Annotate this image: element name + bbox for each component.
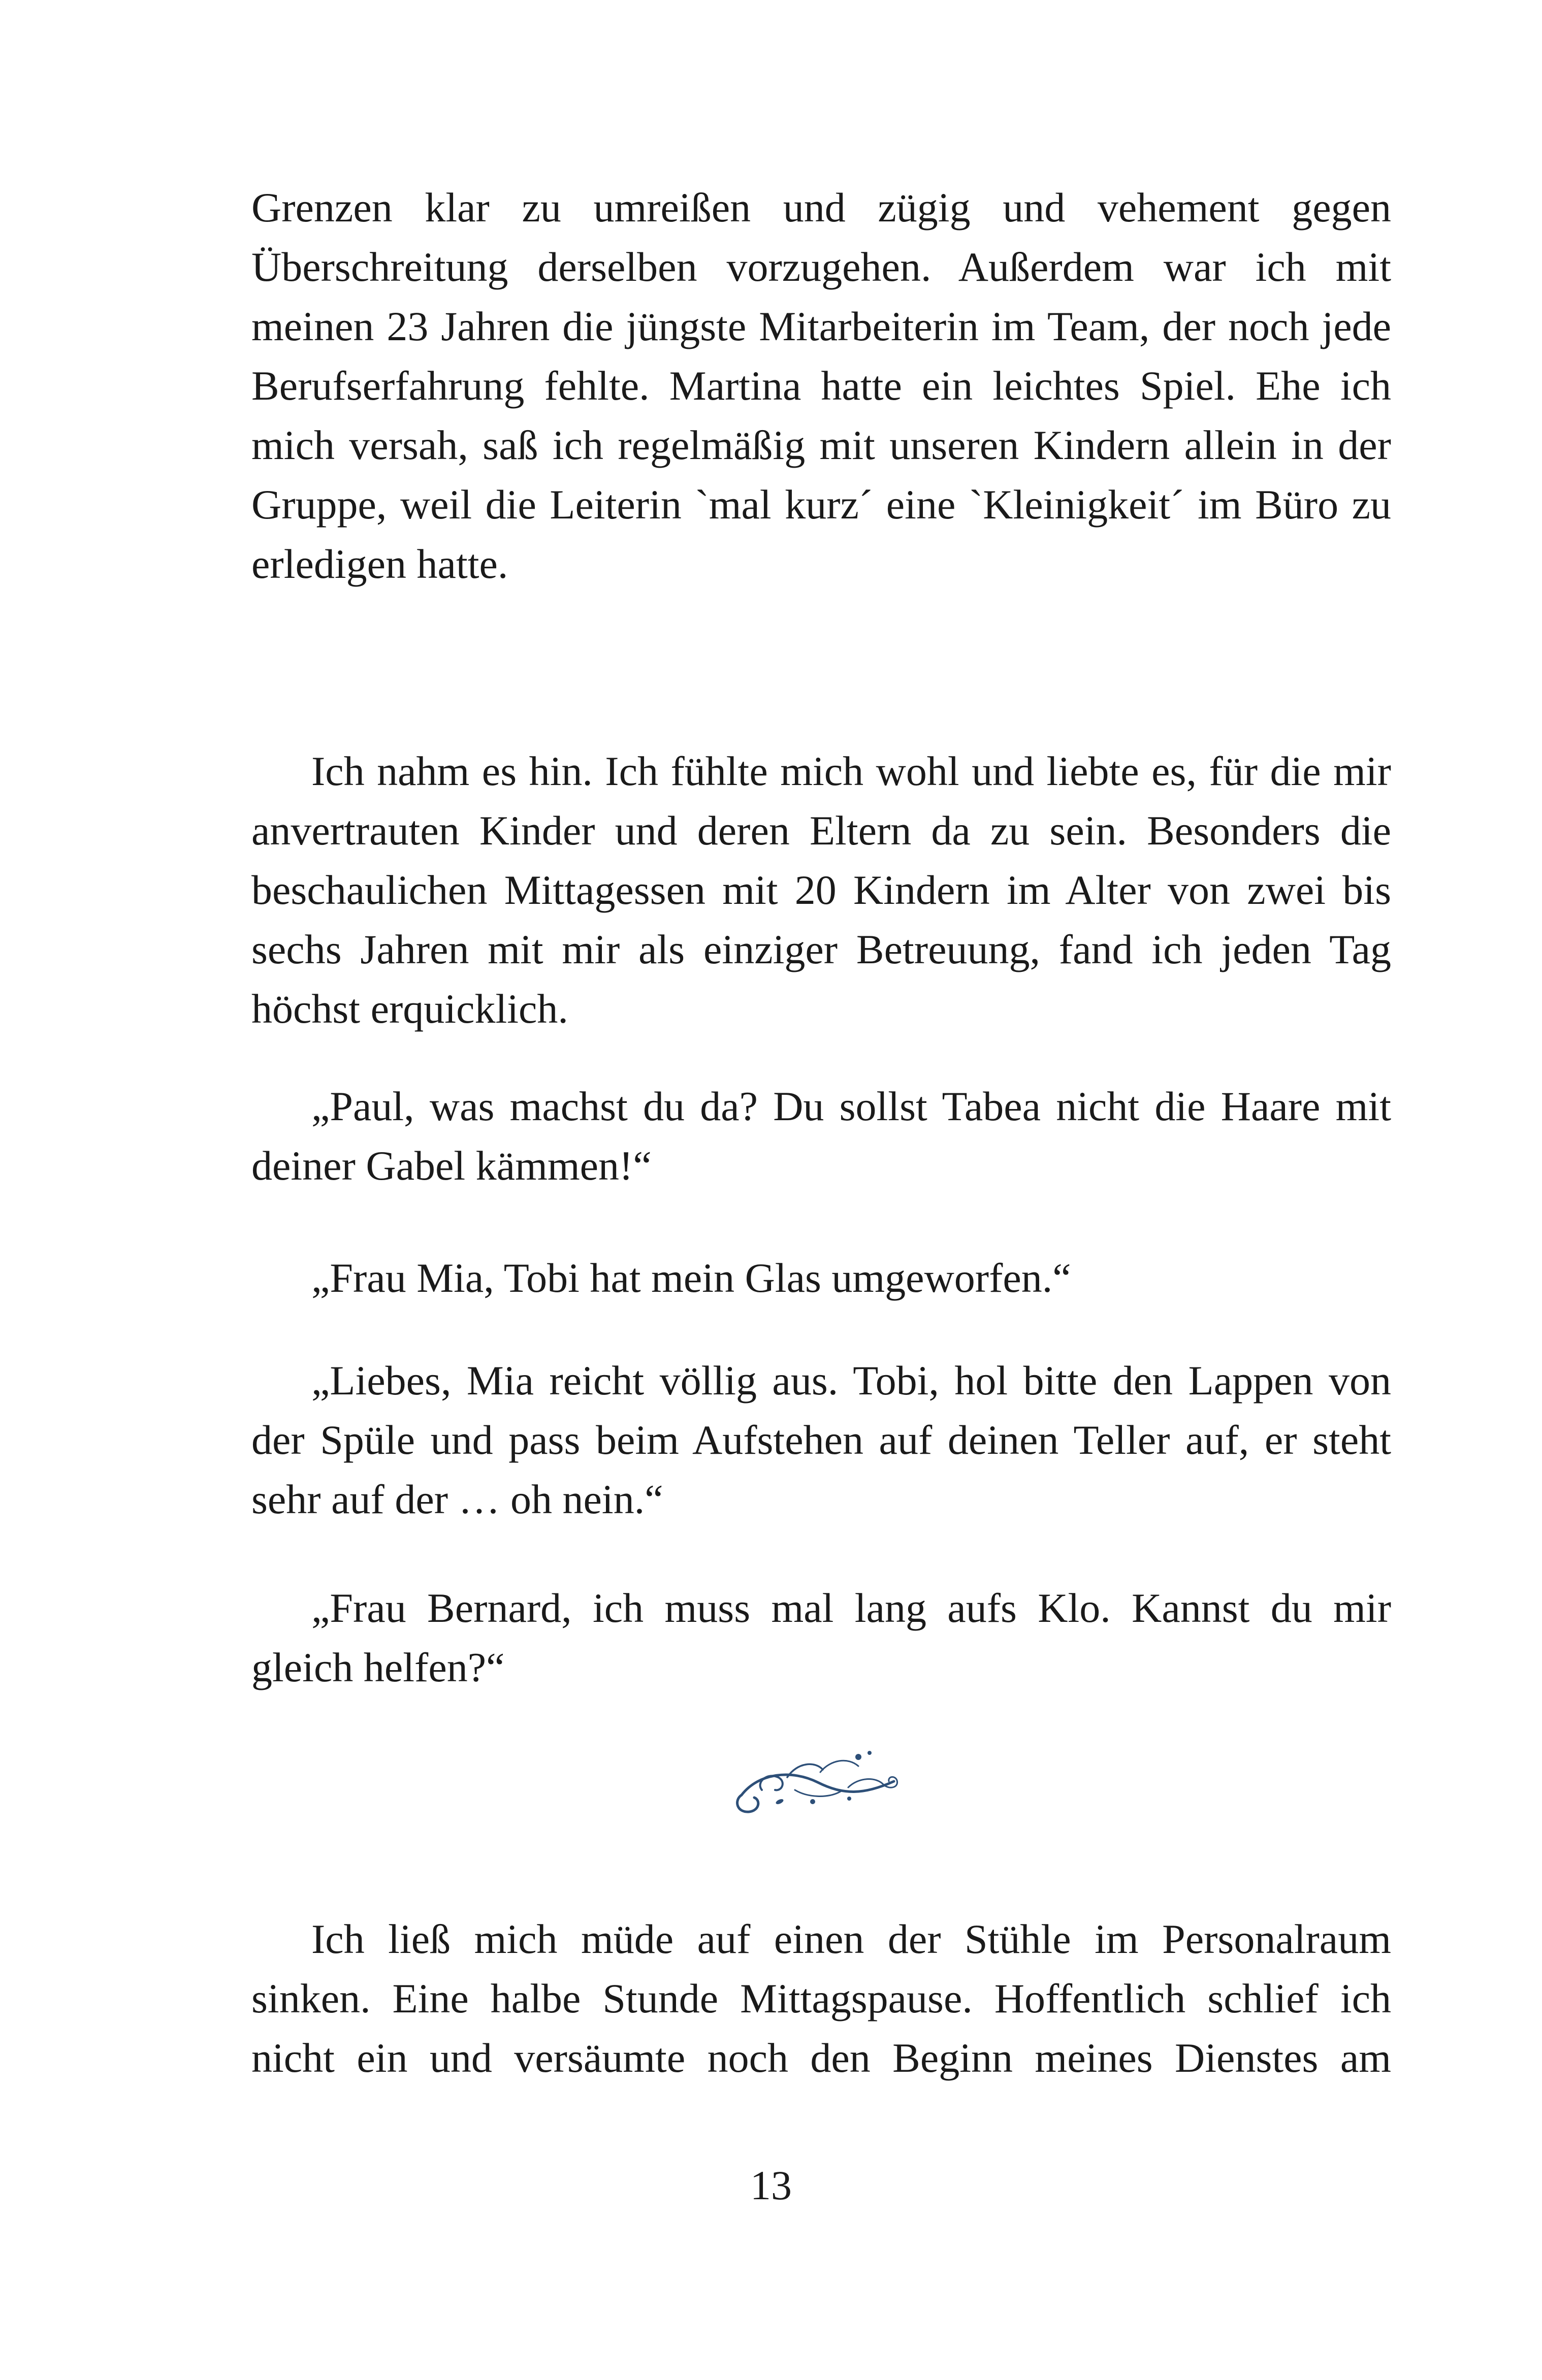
flourish-ornament-icon — [731, 1742, 904, 1818]
paragraph-ich-nahm-es-hin: Ich nahm es hin. Ich fühlte mich wohl und liebte es, für die mir anvertrauten Kinder und deren Eltern da zu sein. Besonders die beschaulichen Mittagessen mit 20 Kindern im Alter von zwei bis sechs Jahren mit mir als einziger Betreuung, fand ich jeden Tag höchst erquicklich. — [251, 748, 1391, 1032]
paragraph-continuation: Grenzen klar zu umreißen und zügig und vehement gegen Überschreitung derselben vorzugehen. Außerdem war ich mit meinen 23 Jahren die jüngste Mitarbeiterin im Team, der noch jede Berufserfahrung fehlte. Martina hatte ein leichtes Spiel. Ehe ich mich versah, saß ich regelmäßig mit unseren Kindern allein in der Gruppe, weil die Leiterin `mal kurz´ eine `Kleinigkeit´ im Büro zu erledigen hatte. — [251, 184, 1391, 587]
dialogue-frau-bernard: „Frau Bernard, ich muss mal lang aufs Klo. Kannst du mir gleich helfen?“ — [251, 1585, 1391, 1690]
paragraph-mittagspause: Ich ließ mich müde auf einen der Stühle im Personalraum sinken. Eine halbe Stunde Mittagspause. Hoffentlich schlief ich nicht ein und versäumte noch den Beginn meines Dienstes am — [251, 1916, 1391, 2081]
dialogue-liebes-mia: „Liebes, Mia reicht völlig aus. Tobi, hol bitte den Lappen von der Spüle und pass beim Aufstehen auf deinen Teller auf, er steht sehr auf der … oh nein.“ — [251, 1357, 1391, 1522]
dialogue-frau-mia: „Frau Mia, Tobi hat mein Glas umgeworfen.“ — [311, 1255, 1071, 1301]
dialogue-paul: „Paul, was machst du da? Du sollst Tabea nicht die Haare mit deiner Gabel kämmen!“ — [251, 1083, 1391, 1189]
page-number: 13 — [750, 2162, 792, 2208]
